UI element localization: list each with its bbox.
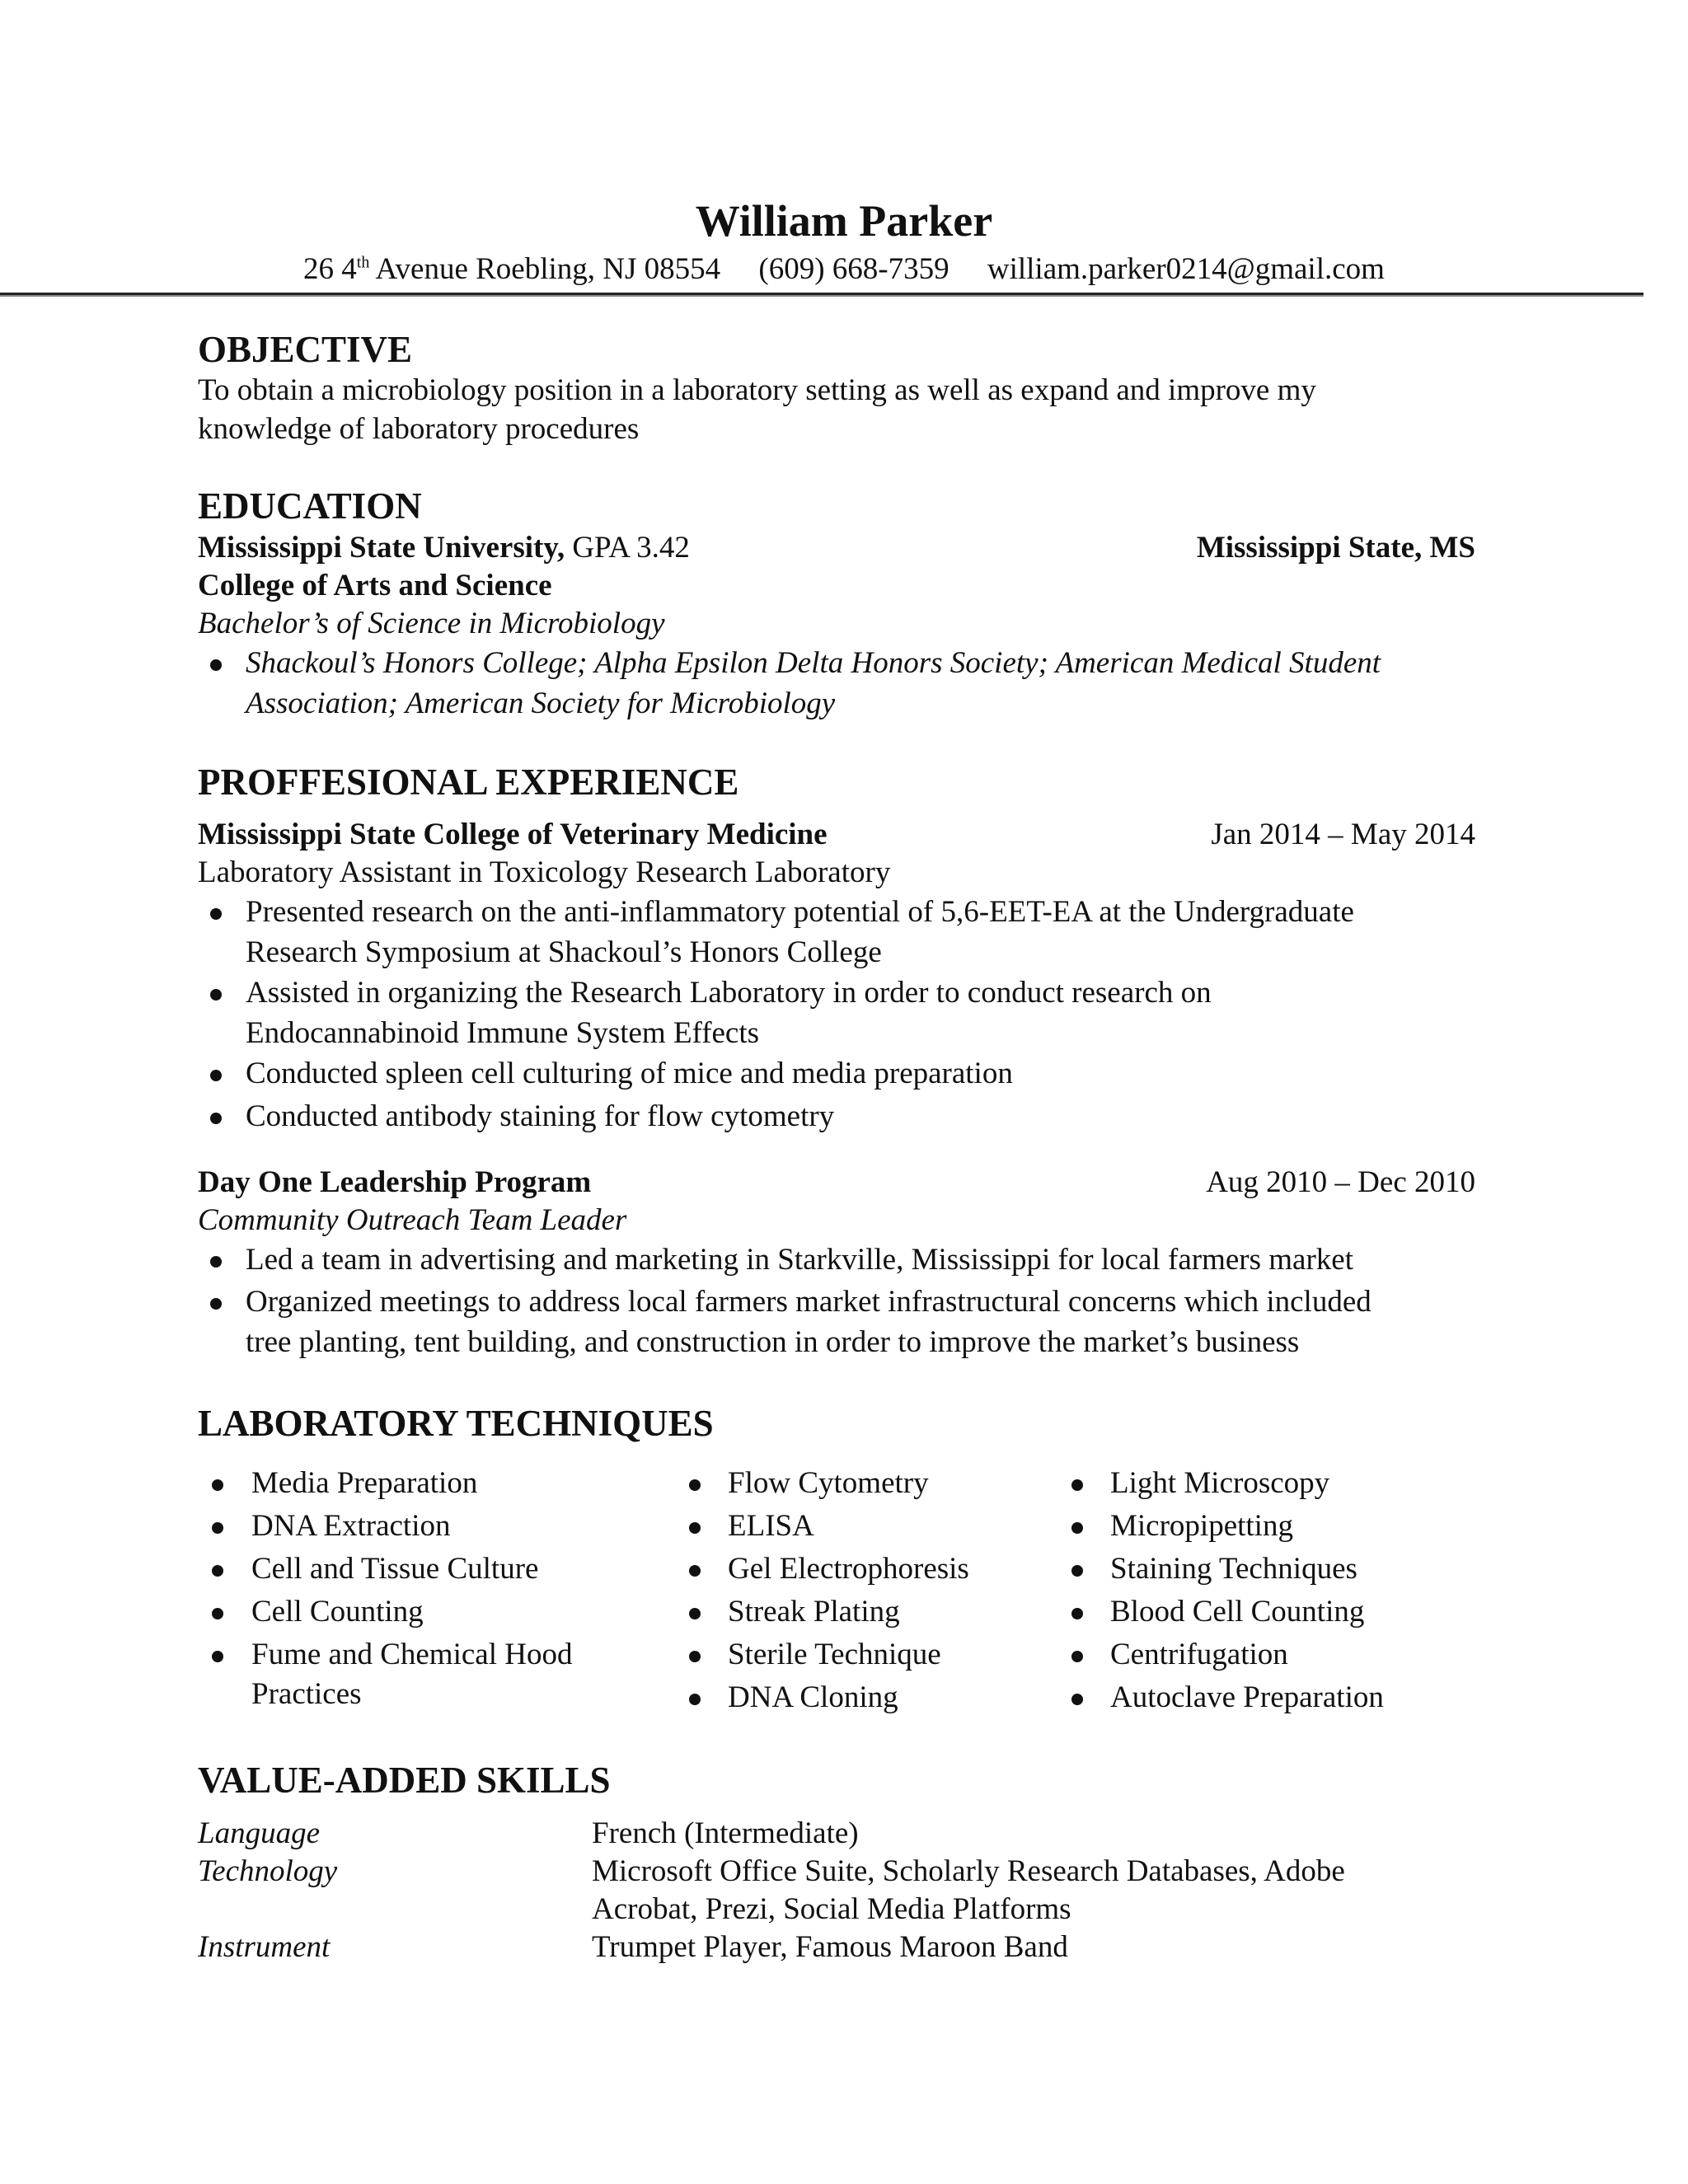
address: 26 4th Avenue Roebling, NJ 08554 bbox=[303, 252, 721, 286]
bullet bbox=[1071, 1694, 1083, 1705]
job-2-bullet-1: Led a team in advertising and marketing in Starkville, Mississippi for local farmers market bbox=[246, 1243, 1353, 1277]
bullet bbox=[212, 1522, 223, 1534]
technique-item: Micropipetting bbox=[1110, 1509, 1293, 1543]
bullet bbox=[210, 989, 222, 1001]
job-1-bullet-1-line-1: Presented research on the anti-inflammatory potential of 5,6-EET-EA at the Undergraduate bbox=[246, 895, 1354, 929]
bullet bbox=[689, 1479, 701, 1491]
bullet bbox=[210, 1256, 222, 1268]
bullet bbox=[212, 1479, 223, 1491]
bullet bbox=[212, 1651, 223, 1662]
bullet bbox=[210, 1070, 222, 1081]
technique-item: Sterile Technique bbox=[728, 1638, 941, 1671]
technique-item: Cell Counting bbox=[251, 1595, 424, 1629]
technique-item: Staining Techniques bbox=[1110, 1552, 1357, 1586]
skills-heading: VALUE-ADDED SKILLS bbox=[198, 1760, 611, 1801]
job-2-bullet-2-line-1: Organized meetings to address local farmers market infrastructural concerns which included bbox=[246, 1285, 1372, 1319]
bullet bbox=[689, 1694, 701, 1705]
technique-item: Blood Cell Counting bbox=[1110, 1595, 1365, 1629]
job-1-org: Mississippi State College of Veterinary Medicine bbox=[198, 818, 828, 851]
school-name: Mississippi State University, bbox=[198, 531, 565, 565]
objective-line-2: knowledge of laboratory procedures bbox=[198, 412, 640, 446]
bullet bbox=[1071, 1651, 1083, 1662]
header-divider bbox=[0, 293, 1643, 295]
honors-line-1: Shackoul’s Honors College; Alpha Epsilon Delta Honors Society; American Medical Student bbox=[246, 646, 1381, 680]
technique-item: DNA Cloning bbox=[728, 1680, 898, 1714]
technique-item: Streak Plating bbox=[728, 1595, 900, 1629]
technique-item: Cell and Tissue Culture bbox=[251, 1552, 539, 1586]
bullet bbox=[212, 1608, 223, 1619]
bullet bbox=[1071, 1479, 1083, 1491]
bullet bbox=[689, 1608, 701, 1619]
job-1-title: Laboratory Assistant in Toxicology Research Laboratory bbox=[198, 855, 891, 889]
technique-item: ELISA bbox=[728, 1509, 814, 1543]
bullet bbox=[689, 1522, 701, 1534]
bullet bbox=[210, 659, 222, 671]
job-1-dates: Jan 2014 – May 2014 bbox=[1211, 818, 1475, 851]
bullet bbox=[212, 1565, 223, 1577]
bullet bbox=[210, 908, 222, 920]
technique-item: Fume and Chemical Hood bbox=[251, 1638, 573, 1671]
skill-value-technology-line-2: Acrobat, Prezi, Social Media Platforms bbox=[592, 1892, 1071, 1926]
skill-label-language: Language bbox=[198, 1816, 320, 1850]
skill-label-technology: Technology bbox=[198, 1854, 338, 1888]
email: william.parker0214@gmail.com bbox=[987, 252, 1385, 286]
skill-value-technology-line-1: Microsoft Office Suite, Scholarly Research Databases, Adobe bbox=[592, 1854, 1345, 1888]
job-1-bullet-4: Conducted antibody staining for flow cytometry bbox=[246, 1099, 835, 1133]
job-2-org: Day One Leadership Program bbox=[198, 1165, 592, 1199]
education-school-line bbox=[198, 528, 690, 567]
bullet bbox=[689, 1565, 701, 1577]
job-2-bullet-2-line-2: tree planting, tent building, and construction in order to improve the market’s business bbox=[246, 1325, 1300, 1359]
honors-line-2: Association; American Society for Microbiology bbox=[246, 687, 836, 720]
objective-heading: OBJECTIVE bbox=[198, 329, 413, 370]
objective-line-1: To obtain a microbiology position in a laboratory setting as well as expand and improve my bbox=[198, 373, 1316, 407]
technique-item-continued: Practices bbox=[251, 1677, 362, 1711]
resume-name: William Parker bbox=[695, 196, 993, 246]
bullet bbox=[1071, 1522, 1083, 1534]
bullet bbox=[1071, 1608, 1083, 1619]
skill-value-language: French (Intermediate) bbox=[592, 1816, 859, 1850]
job-1-bullet-3: Conducted spleen cell culturing of mice and media preparation bbox=[246, 1057, 1013, 1090]
job-1-bullet-2-line-2: Endocannabinoid Immune System Effects bbox=[246, 1016, 760, 1050]
bullet bbox=[210, 1298, 222, 1310]
techniques-heading: LABORATORY TECHNIQUES bbox=[198, 1403, 714, 1444]
technique-item: Media Preparation bbox=[251, 1466, 478, 1500]
job-1-bullet-2-line-1: Assisted in organizing the Research Laboratory in order to conduct research on bbox=[246, 976, 1212, 1010]
technique-item: DNA Extraction bbox=[251, 1509, 451, 1543]
gpa: GPA 3.42 bbox=[565, 531, 690, 565]
college-name: College of Arts and Science bbox=[198, 569, 552, 602]
technique-item: Autoclave Preparation bbox=[1110, 1680, 1384, 1714]
skill-label-instrument: Instrument bbox=[198, 1930, 331, 1964]
skill-value-instrument: Trumpet Player, Famous Maroon Band bbox=[592, 1930, 1068, 1964]
technique-item: Gel Electrophoresis bbox=[728, 1552, 969, 1586]
bullet bbox=[1071, 1565, 1083, 1577]
contact-line bbox=[0, 251, 1688, 288]
phone: (609) 668-7359 bbox=[758, 252, 950, 286]
technique-item: Light Microscopy bbox=[1110, 1466, 1330, 1500]
education-location: Mississippi State, MS bbox=[1196, 531, 1475, 565]
job-2-dates: Aug 2010 – Dec 2010 bbox=[1206, 1165, 1475, 1199]
bullet bbox=[210, 1113, 222, 1124]
job-1-bullet-1-line-2: Research Symposium at Shackoul’s Honors College bbox=[246, 935, 882, 969]
job-2-title: Community Outreach Team Leader bbox=[198, 1203, 627, 1237]
education-heading: EDUCATION bbox=[198, 485, 422, 527]
technique-item: Centrifugation bbox=[1110, 1638, 1288, 1671]
experience-heading: PROFFESIONAL EXPERIENCE bbox=[198, 762, 739, 803]
technique-item: Flow Cytometry bbox=[728, 1466, 929, 1500]
bullet bbox=[689, 1651, 701, 1662]
degree: Bachelor’s of Science in Microbiology bbox=[198, 607, 665, 640]
